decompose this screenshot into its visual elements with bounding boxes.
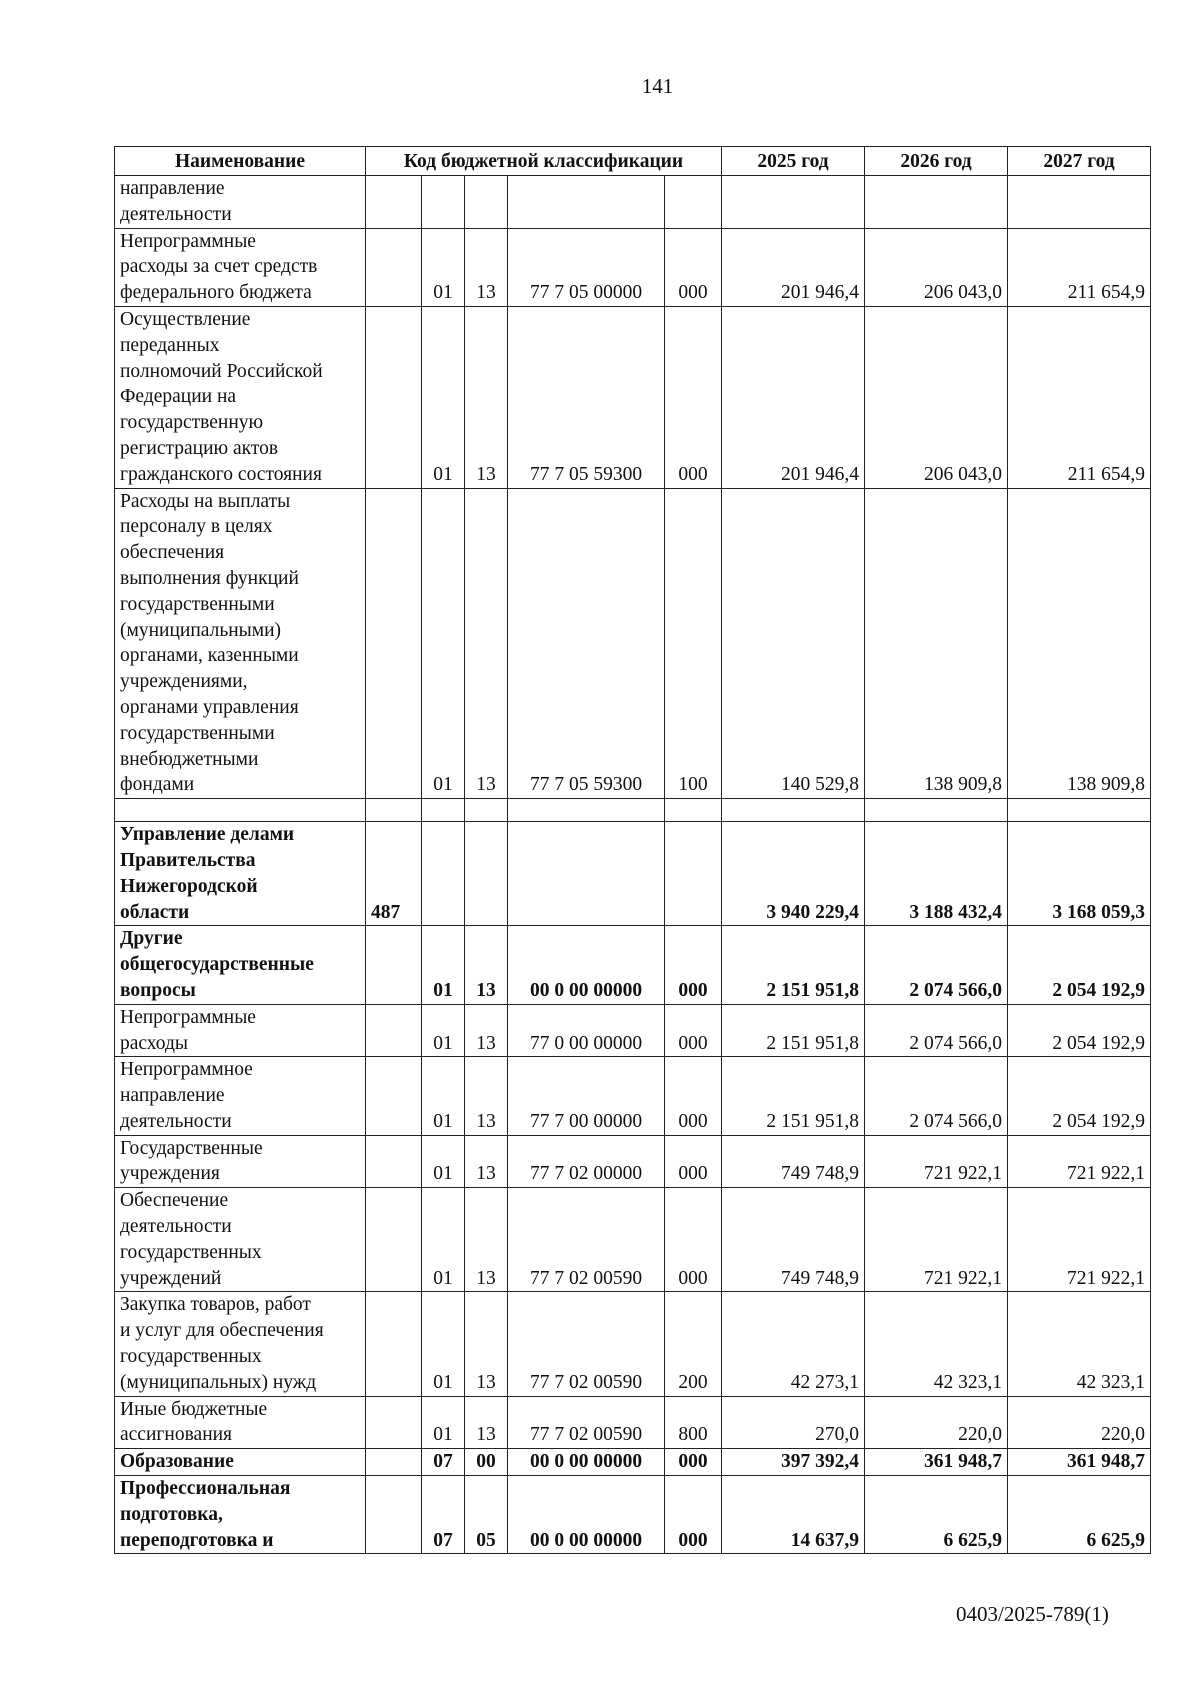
table-row [115,1188,1151,1292]
cell-name-line: федерального бюджета [120,282,312,304]
cell-expense-type: 000 [665,1057,722,1135]
cell-grbs [366,306,422,488]
cell-2025: 201 946,4 [722,228,865,306]
budget-table [114,146,1151,1554]
cell-subsection: 00 [465,1449,508,1476]
table-row [115,176,1151,229]
header-code: Код бюджетной классификации [366,147,722,176]
cell-expense-type: 800 [665,1396,722,1449]
cell-section [422,176,465,229]
cell-target-article: 77 7 05 59300 [508,488,665,799]
cell-name [115,1004,366,1057]
cell-name-line: государственными [120,593,275,615]
cell-2027: 3 168 059,3 [1008,822,1151,926]
cell-expense-type: 200 [665,1292,722,1396]
cell-section: 01 [422,488,465,799]
cell-target-article [508,822,665,926]
cell-2025: 749 748,9 [722,1135,865,1188]
cell-name [115,488,366,799]
cell-2026 [865,799,1008,822]
cell-name-line: органами управления [120,696,299,718]
cell-grbs [366,926,422,1004]
cell-expense-type: 000 [665,1188,722,1292]
cell-2026: 721 922,1 [865,1135,1008,1188]
cell-name-line: области [120,901,190,923]
cell-name-line: гражданского состояния [120,463,322,485]
cell-section: 01 [422,306,465,488]
cell-2026: 138 909,8 [865,488,1008,799]
cell-section: 01 [422,1057,465,1135]
cell-target-article: 77 7 00 00000 [508,1057,665,1135]
cell-name-line: подготовка, [120,1503,223,1525]
cell-name-line: фондами [120,774,195,796]
cell-name-line: персоналу в целях [120,516,273,538]
cell-2026: 2 074 566,0 [865,926,1008,1004]
cell-name-line: регистрацию актов [120,437,279,459]
cell-2026: 206 043,0 [865,228,1008,306]
cell-name-line: ассигнования [120,1424,233,1446]
cell-name [115,822,366,926]
cell-2027: 220,0 [1008,1396,1151,1449]
cell-grbs [366,1004,422,1057]
cell-expense-type [665,799,722,822]
cell-name-line: государственными [120,722,275,744]
cell-2025: 2 151 951,8 [722,1004,865,1057]
table-row [115,306,1151,488]
cell-grbs [366,176,422,229]
cell-name-line: переподготовка и [120,1529,274,1551]
cell-grbs [366,1476,422,1554]
cell-name-line: учреждения [120,1163,220,1185]
cell-section: 07 [422,1449,465,1476]
cell-name-line: Государственные [120,1137,263,1159]
cell-target-article: 00 0 00 00000 [508,1476,665,1554]
cell-name-line: государственных [120,1346,262,1368]
cell-name-line: деятельности [120,1216,232,1238]
cell-name [115,306,366,488]
cell-subsection: 13 [465,1004,508,1057]
document-code: 0403/2025-789(1) [956,1602,1109,1626]
table-row [115,228,1151,306]
cell-name-line: государственных [120,1241,262,1263]
cell-2027: 211 654,9 [1008,228,1151,306]
cell-name-line: Расходы на выплаты [120,490,291,512]
cell-name-line: расходы за счет средств [120,256,318,278]
cell-section: 07 [422,1476,465,1554]
cell-subsection: 13 [465,1057,508,1135]
table-row [115,822,1151,926]
cell-name [115,1292,366,1396]
table-row [115,1004,1151,1057]
cell-2027: 361 948,7 [1008,1449,1151,1476]
table-row [115,488,1151,799]
cell-2025: 2 151 951,8 [722,1057,865,1135]
cell-target-article: 77 7 05 59300 [508,306,665,488]
cell-expense-type: 000 [665,1449,722,1476]
cell-2027: 2 054 192,9 [1008,1057,1151,1135]
cell-name-line: переданных [120,334,220,356]
cell-expense-type: 000 [665,926,722,1004]
cell-name-line: Непрограммные [120,230,256,252]
cell-name-line: государственную [120,412,264,434]
cell-2026: 2 074 566,0 [865,1004,1008,1057]
cell-grbs [366,488,422,799]
cell-subsection: 13 [465,488,508,799]
table-row [115,799,1151,822]
cell-target-article: 77 7 02 00590 [508,1396,665,1449]
table-row [115,1057,1151,1135]
cell-expense-type: 000 [665,1476,722,1554]
cell-name-line: Непрограммное [120,1059,253,1081]
cell-subsection: 13 [465,1396,508,1449]
cell-target-article: 00 0 00 00000 [508,1449,665,1476]
cell-name [115,1396,366,1449]
cell-name-line: учреждений [120,1267,222,1289]
cell-name-line: Управление делами [120,824,295,846]
cell-section: 01 [422,1004,465,1057]
cell-subsection [465,799,508,822]
cell-grbs: 487 [366,822,422,926]
cell-expense-type: 000 [665,306,722,488]
cell-name-line: Осуществление [120,308,251,330]
cell-2025: 201 946,4 [722,306,865,488]
cell-2025: 397 392,4 [722,1449,865,1476]
cell-2025: 270,0 [722,1396,865,1449]
cell-2026 [865,176,1008,229]
cell-section: 01 [422,1396,465,1449]
cell-name-line: внебюджетными [120,748,259,770]
cell-subsection: 13 [465,1292,508,1396]
cell-grbs [366,799,422,822]
cell-name [115,1476,366,1554]
header-2025: 2025 год [722,147,865,176]
cell-name-line: Непрограммные [120,1006,256,1028]
cell-name-line: расходы [120,1032,189,1054]
cell-grbs [366,1057,422,1135]
cell-section: 01 [422,228,465,306]
cell-target-article: 77 0 00 00000 [508,1004,665,1057]
cell-name-line: полномочий Российской [120,360,323,382]
cell-2026: 2 074 566,0 [865,1057,1008,1135]
header-2026: 2026 год [865,147,1008,176]
cell-2026: 721 922,1 [865,1188,1008,1292]
cell-2027: 2 054 192,9 [1008,926,1151,1004]
table-row [115,1396,1151,1449]
cell-name-line: органами, казенными [120,645,299,667]
cell-name [115,228,366,306]
cell-2025: 749 748,9 [722,1188,865,1292]
cell-name [115,1188,366,1292]
cell-2027: 138 909,8 [1008,488,1151,799]
cell-subsection: 05 [465,1476,508,1554]
cell-name-line: (муниципальных) нужд [120,1371,317,1393]
cell-name-line: Другие [120,928,183,950]
cell-2026: 206 043,0 [865,306,1008,488]
cell-2027 [1008,176,1151,229]
cell-name-line: Закупка товаров, работ [120,1294,311,1316]
cell-expense-type: 000 [665,1135,722,1188]
page-number: 141 [641,74,674,98]
cell-target-article: 77 7 02 00000 [508,1135,665,1188]
cell-2026: 6 625,9 [865,1476,1008,1554]
cell-name-line: и услуг для обеспечения [120,1320,324,1342]
cell-name-line: Иные бюджетные [120,1398,268,1420]
cell-2026: 3 188 432,4 [865,822,1008,926]
cell-name-line: Профессиональная [120,1478,291,1500]
cell-grbs [366,1396,422,1449]
cell-2026: 361 948,7 [865,1449,1008,1476]
cell-grbs [366,1135,422,1188]
cell-subsection: 13 [465,926,508,1004]
cell-2025 [722,799,865,822]
cell-2025: 2 151 951,8 [722,926,865,1004]
cell-2027: 42 323,1 [1008,1292,1151,1396]
cell-name-line: направление [120,178,225,199]
cell-section: 01 [422,1135,465,1188]
table-row [115,926,1151,1004]
cell-name-line: общегосударственные [120,954,314,976]
cell-name [115,1135,366,1188]
cell-subsection [465,822,508,926]
cell-target-article: 77 7 02 00590 [508,1188,665,1292]
cell-name-line: Правительства [120,849,256,871]
cell-subsection: 13 [465,228,508,306]
header-2027: 2027 год [1008,147,1151,176]
header-name: Наименование [115,147,366,176]
cell-2027 [1008,799,1151,822]
cell-target-article [508,799,665,822]
cell-2027: 211 654,9 [1008,306,1151,488]
cell-name-line: (муниципальными) [120,619,282,641]
cell-expense-type: 000 [665,1004,722,1057]
cell-name-line: Нижегородской [120,875,258,897]
cell-2025 [722,176,865,229]
cell-grbs [366,1292,422,1396]
cell-target-article: 77 7 02 00590 [508,1292,665,1396]
cell-name-line: направление [120,1085,225,1107]
cell-name-line: Обеспечение [120,1190,229,1212]
cell-name-line: Федерации на [120,386,237,408]
cell-2026: 220,0 [865,1396,1008,1449]
table-row [115,1476,1151,1554]
cell-grbs [366,1188,422,1292]
cell-2027: 721 922,1 [1008,1135,1151,1188]
cell-2025: 42 273,1 [722,1292,865,1396]
cell-subsection [465,176,508,229]
cell-2025: 14 637,9 [722,1476,865,1554]
cell-expense-type [665,176,722,229]
cell-2025: 3 940 229,4 [722,822,865,926]
cell-expense-type [665,822,722,926]
table-body [115,176,1151,1554]
cell-2027: 6 625,9 [1008,1476,1151,1554]
cell-name-line: деятельности [120,1110,232,1132]
cell-subsection: 13 [465,1188,508,1292]
cell-section [422,799,465,822]
cell-2026: 42 323,1 [865,1292,1008,1396]
table-header-row [115,147,1151,176]
cell-name [115,926,366,1004]
cell-grbs [366,228,422,306]
cell-subsection: 13 [465,1135,508,1188]
cell-name [115,1057,366,1135]
cell-expense-type: 000 [665,228,722,306]
cell-name-line: обеспечения [120,542,225,564]
cell-target-article: 77 7 05 00000 [508,228,665,306]
cell-2027: 2 054 192,9 [1008,1004,1151,1057]
cell-name [115,1449,366,1476]
cell-grbs [366,1449,422,1476]
cell-section: 01 [422,1292,465,1396]
cell-subsection: 13 [465,306,508,488]
table-row [115,1292,1151,1396]
cell-name-line: вопросы [120,979,196,1001]
cell-name-line: деятельности [120,203,232,225]
cell-section: 01 [422,1188,465,1292]
table-row [115,1135,1151,1188]
cell-target-article [508,176,665,229]
cell-target-article: 00 0 00 00000 [508,926,665,1004]
table-row [115,1449,1151,1476]
cell-expense-type: 100 [665,488,722,799]
cell-name-line: Образование [120,1451,234,1473]
cell-name [115,176,366,229]
cell-section [422,822,465,926]
cell-2027: 721 922,1 [1008,1188,1151,1292]
cell-2025: 140 529,8 [722,488,865,799]
cell-name-line: учреждениями, [120,671,248,693]
cell-section: 01 [422,926,465,1004]
cell-name-line: выполнения функций [120,567,299,589]
cell-name [115,799,366,822]
